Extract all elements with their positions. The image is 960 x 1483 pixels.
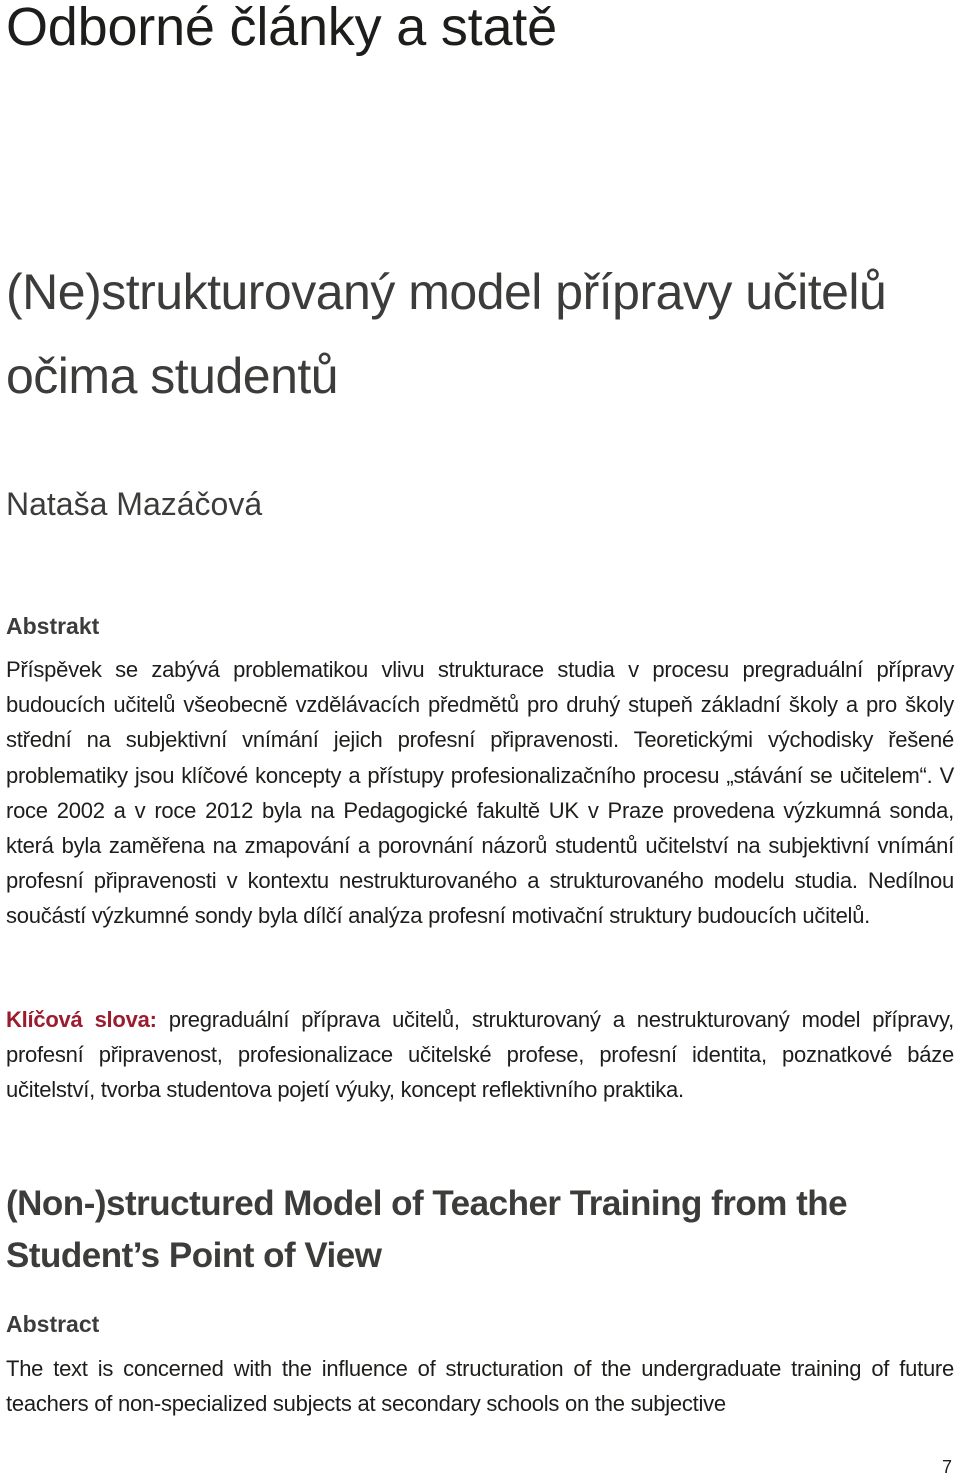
keywords-text: pregraduální příprava učitelů, strukturovaný a nestrukturovaný model přípravy, profesní připravenost, profesionalizace učitelské profese, profesní identita, poznatkové báze učitelství, tvorba studentova pojetí výuky, koncept reflektivního praktika.	[6, 1007, 954, 1103]
page-number: 7	[941, 1457, 952, 1477]
article-title-en: (Non-)structured Model of Teacher Training from the Student’s Point of View	[6, 1184, 848, 1275]
abstract-en-heading: Abstract	[6, 1311, 100, 1337]
abstract-en-text: The text is concerned with the influence of structuration of the undergraduate training of future teachers of non-specialized subjects at secondary schools on the subjective	[6, 1356, 954, 1417]
article-title-cs: (Ne)strukturovaný model přípravy učitelů očima studentů	[6, 264, 887, 404]
keywords	[6, 1002, 954, 1108]
keywords-label: Klíčová slova:	[6, 1007, 157, 1032]
author-name: Nataša Mazáčová	[6, 486, 263, 522]
abstract-cs-text: Příspěvek se zabývá problematikou vlivu strukturace studia v procesu pregraduální přípravy budoucích učitelů všeobecně vzdělávacích předmětů pro druhý stupeň základní školy a pro školy střední na subjektivní vnímání jejich profesní připravenosti. Teoretickými východisky řešené problematiky jsou klíčové koncepty a přístupy profesionalizačního procesu „stávání se učitelem“. V roce 2002 a v roce 2012 byla na Pedagogické fakultě UK v Praze provedena výzkumná sonda, která byla zaměřena na zmapování a porovnání názorů studentů učitelství na subjektivní vnímání profesní připravenosti v kontextu nestrukturovaného a strukturovaného modelu studia. Nedílnou součástí výzkumné sondy byla dílčí analýza profesní motivační struktury budoucích učitelů.	[6, 657, 954, 929]
abstract-cs-heading: Abstrakt	[6, 613, 100, 639]
section-heading: Odborné články a statě	[6, 0, 557, 57]
